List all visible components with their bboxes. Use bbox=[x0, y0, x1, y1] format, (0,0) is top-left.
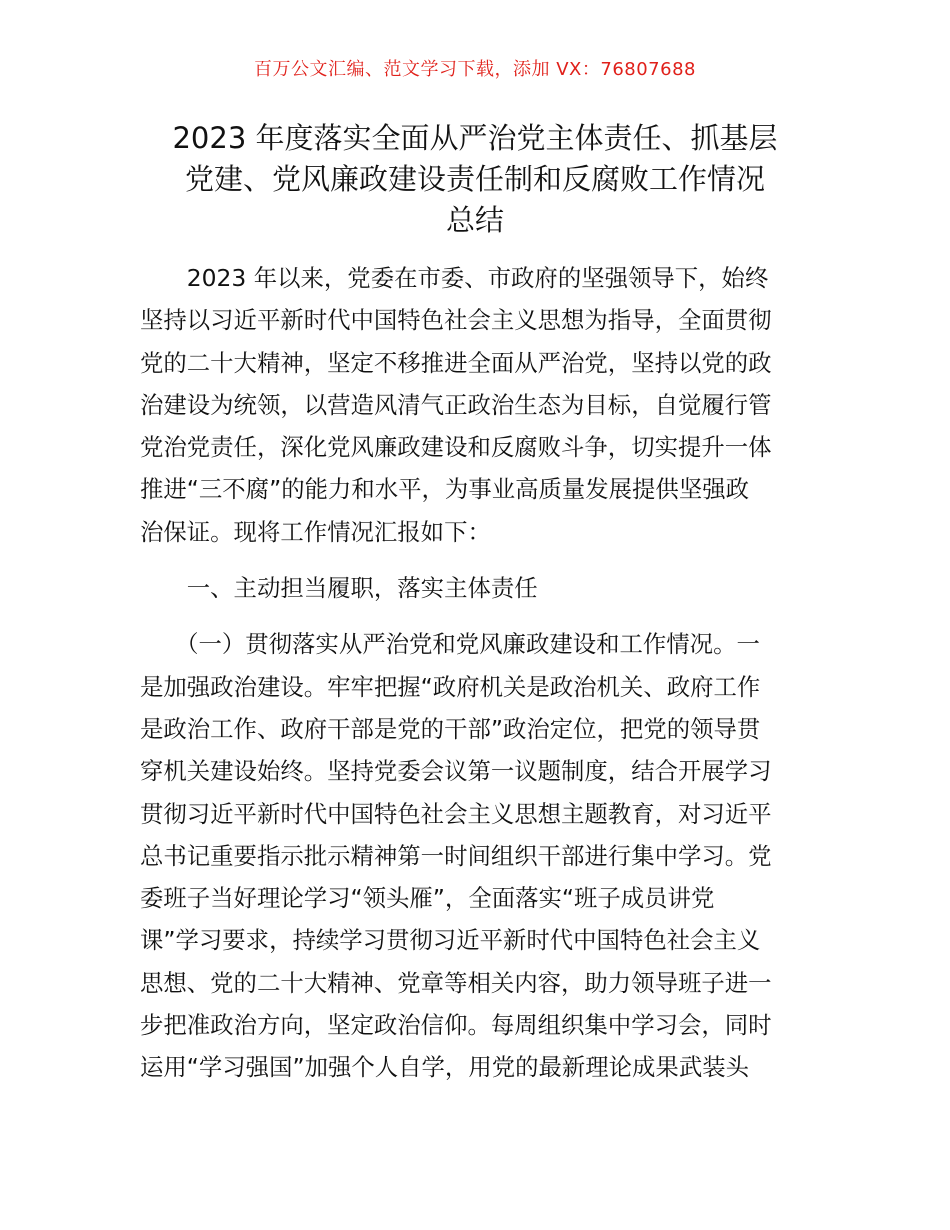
paragraph-line: 委班子当好理论学习“领头雁”，全面落实“班子成员讲党 bbox=[140, 884, 715, 913]
title-line-2: 党建、党风廉政建设责任制和反腐败工作情况 bbox=[184, 162, 765, 196]
paragraph-line: 是加强政治建设。牢牢把握“政府机关是政治机关、政府工作 bbox=[140, 672, 761, 701]
paragraph-line: 党治党责任，深化党风廉政建设和反腐败斗争，切实提升一体 bbox=[140, 433, 772, 462]
paragraph-line: 步把准政治方向，坚定政治信仰。每周组织集中学习会，同时 bbox=[140, 1011, 772, 1040]
paragraph-section1-part1 bbox=[140, 623, 812, 1088]
paragraph-line: 治建设为统领，以营造风清气正政治生态为目标，自觉履行管 bbox=[140, 390, 772, 419]
paragraph-line: （一）贯彻落实从严治党和党风廉政建设和工作情况。一 bbox=[140, 630, 760, 659]
section-heading-1: 一、主动担当履职，落实主体责任 bbox=[140, 574, 538, 603]
document-title bbox=[138, 118, 812, 241]
paragraph-line: 运用“学习强国”加强个人自学，用党的最新理论成果武装头 bbox=[140, 1053, 749, 1082]
paragraph-line: 课”学习要求，持续学习贯彻习近平新时代中国特色社会主义 bbox=[140, 926, 761, 955]
document-body bbox=[140, 257, 812, 1089]
header-promo-note: 百万公文汇编、范文学习下载，添加 VX：76807688 bbox=[254, 59, 696, 80]
paragraph-line: 总书记重要指示批示精神第一时间组织干部进行集中学习。党 bbox=[140, 841, 772, 870]
paragraph-line: 治保证。现将工作情况汇报如下： bbox=[140, 517, 491, 546]
title-line-3: 总结 bbox=[445, 203, 504, 237]
paragraph-line: 思想、党的二十大精神、党章等相关内容，助力领导班子进一 bbox=[140, 968, 772, 997]
title-line-1: 2023 年度落实全面从严治党主体责任、抓基层 bbox=[172, 121, 778, 155]
paragraph-line: 穿机关建设始终。坚持党委会议第一议题制度，结合开展学习 bbox=[140, 757, 772, 786]
paragraph-intro bbox=[140, 257, 812, 553]
paragraph-gap bbox=[140, 609, 812, 623]
paragraph-line: 坚持以习近平新时代中国特色社会主义思想为指导，全面贯彻 bbox=[140, 306, 772, 335]
paragraph-line: 推进“三不腐”的能力和水平，为事业高质量发展提供坚强政 bbox=[140, 475, 749, 504]
paragraph-line: 2023 年以来，党委在市委、市政府的坚强领导下，始终 bbox=[140, 264, 769, 292]
paragraph-line: 贯彻习近平新时代中国特色社会主义思想主题教育，对习近平 bbox=[140, 799, 772, 828]
paragraph-gap bbox=[140, 553, 812, 567]
paragraph-line: 党的二十大精神，坚定不移推进全面从严治党，坚持以党的政 bbox=[140, 348, 772, 377]
paragraph-line: 是政治工作、政府干部是党的干部”政治定位，把党的领导贯 bbox=[140, 714, 761, 743]
